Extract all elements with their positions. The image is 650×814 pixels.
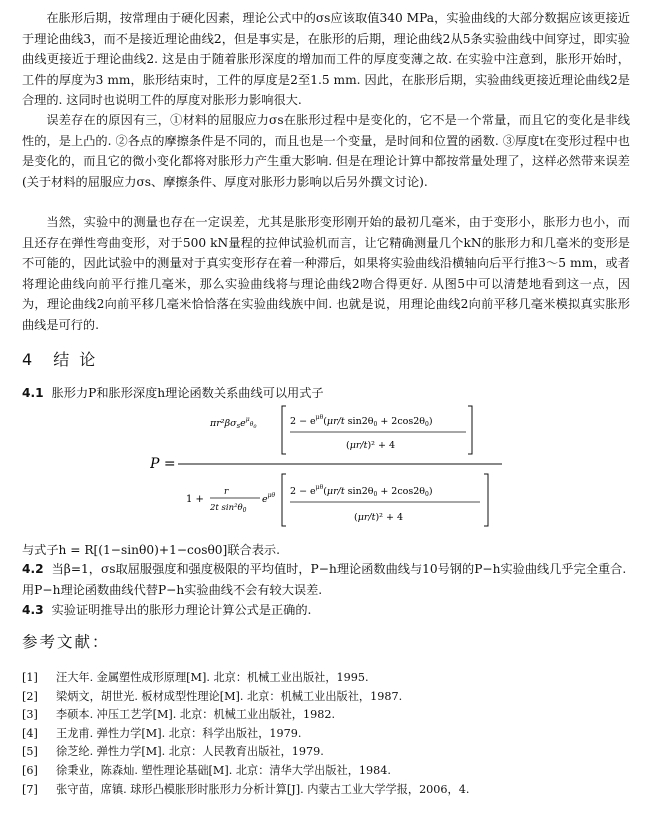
reference-item bbox=[22, 670, 630, 686]
reference-item bbox=[22, 707, 630, 723]
denominator-tsin: 2t $\sin^2\theta_0$ bbox=[210, 503, 247, 514]
reference-number: [1] bbox=[22, 671, 38, 684]
reference-text: 汪大年. 金属塑性成形原理[M]. 北京：机械工业出版社，1995. bbox=[56, 671, 369, 684]
reference-text: 张守苗，席镇. 球形凸模胀形时胀形力分析计算[J]. 内蒙古工业大学学报，2006，4. bbox=[56, 782, 470, 796]
reference-text: 梁炳文，胡世光. 板材成型性理论[M]. 北京：机械工业出版社，1987. bbox=[56, 689, 403, 703]
denominator-expression: $2 - e^{\mu\theta}(\mu r/t$ $\sin 2\theta_0 + 2\cos 2\theta_0$) bbox=[290, 484, 433, 498]
reference-number: [6] bbox=[22, 764, 38, 777]
denominator-one: 1 + bbox=[186, 494, 204, 505]
section-heading bbox=[22, 347, 105, 370]
denominator-r: r bbox=[224, 487, 229, 497]
formula-lhs: P = bbox=[150, 456, 176, 472]
reference-number: [5] bbox=[22, 745, 38, 759]
denominator-exp: $e^{\mu\theta}$ bbox=[262, 492, 276, 505]
formula-tail: 与式子h = R[(1−sinθ0)+1−cosθ0]联合表示. bbox=[22, 543, 280, 557]
reference-text: 李硕本. 冲压工艺学[M]. 北京：机械工业出版社，1982. bbox=[56, 708, 336, 722]
reference-item bbox=[22, 726, 630, 742]
reference-text: 王龙甫. 弹性力学[M]. 北京：科学出版社，1979. bbox=[56, 726, 302, 740]
section-number: 4 bbox=[22, 350, 34, 369]
conclusion-text: 胀形力P和胀形深度h理论函数关系曲线可以用式子 bbox=[51, 386, 324, 400]
numerator-denominator: (μr/t)² + 4 bbox=[346, 440, 396, 451]
body-paragraph-1: 在胀形后期，按常理由于硬化因素，理论公式中的σs应该取值340 MPa，实验曲线的大部分数据应该更接近于理论曲线3，而不是接近理论曲线2，但是事实是，在胀形的后期，理论曲线2从5条实验曲线中间穿过，即实验曲线更接近于理论曲线2. 这是由于随着胀形深度的增加而工件的厚度变薄之故. 在实验中注意到，胀形开始时，工件的厚度为3 mm，胀形结束时，工件的厚度是2至1.5 mm. 因此，在胀形后期，实验曲线更接近理论曲线2是合理的. 这同时也说明工件的厚度对胀形力影响很大. bbox=[22, 11, 630, 108]
reference-text: 徐芝纶. 弹性力学[M]. 北京：人民教育出版社，1979. bbox=[56, 745, 324, 759]
conclusion-text: 当β=1，σs取屈服强度和强度极限的平均值时，P−h理论函数曲线与10号钢的P−h实验曲线几乎完全重合. 用P−h理论函数曲线代替P−h实验曲线不会有较大误差. bbox=[22, 562, 627, 597]
section-title: 结论 bbox=[53, 350, 106, 369]
references-heading: 参考文献： bbox=[22, 633, 110, 651]
conclusion-number: 4.2 bbox=[22, 562, 44, 576]
conclusion-4-2 bbox=[22, 559, 630, 600]
reference-number: [7] bbox=[22, 782, 38, 796]
reference-item bbox=[22, 782, 630, 798]
conclusion-text: 实验证明推导出的胀形力理论计算公式是正确的. bbox=[51, 603, 312, 617]
denominator-denominator: (μr/t)² + 4 bbox=[354, 512, 404, 523]
reference-number: [2] bbox=[22, 689, 38, 703]
body-paragraph-3: 当然，实验中的测量也存在一定误差，尤其是胀形变形刚开始的最初几毫米，由于变形小，胀形力也小，而且还存在弹性弯曲变形，对于500 kN量程的拉伸试验机而言，让它精确测量几个kN的胀形力和几毫米的变形是不可能的，因此试验中的测量对于真实变形存在着一种滞后，如果将实验曲线沿横轴向后平行推3～5 mm，或者将理论曲线向前平行推几毫米，那么实验曲线将与理论曲线2吻合得更好. 从图5中可以清楚地看到这一点，因为，理论曲线2向前平移几毫米恰恰落在实验曲线族中间. 也就是说，用理论曲线2向前平移几毫米模拟真实胀形曲线是可行的. bbox=[22, 215, 630, 332]
numerator-expression: $2 - e^{\mu\theta}(\mu r/t$ $\sin 2\theta_0 + 2\cos 2\theta_0$) bbox=[290, 414, 433, 428]
conclusion-4-3 bbox=[22, 600, 630, 621]
conclusion-number: 4.3 bbox=[22, 603, 44, 617]
reference-number: [4] bbox=[22, 726, 38, 740]
reference-item bbox=[22, 744, 630, 760]
reference-number: [3] bbox=[22, 708, 38, 722]
numerator-coefficient: $\pi r^2\beta\sigma_se^\mu_{\theta 0}$ bbox=[210, 416, 257, 430]
conclusion-4-1 bbox=[22, 383, 630, 404]
reference-item bbox=[22, 689, 630, 705]
bulging-force-formula bbox=[150, 402, 510, 542]
body-paragraph-2: 误差存在的原因有三，①材料的屈服应力σs在胀形过程中是变化的，它不是一个常量，而且它的变化是非线性的，是上凸的. ②各点的摩擦条件是不同的，而且也是一个变量，是时间和位置的函数. ③厚度t在变形过程中也是变化的，而且它的微小变化都将对胀形力产生重大影响. 但是在理论计算中都按常量处理了，这样必然带来误差(关于材料的屈服应力σs、摩擦条件、厚度对胀形力影响以后另外撰文讨论). bbox=[22, 113, 630, 189]
conclusion-number: 4.1 bbox=[22, 386, 44, 400]
reference-item bbox=[22, 763, 630, 779]
reference-text: 徐秉业，陈森灿. 塑性理论基础[M]. 北京：清华大学出版社，1984. bbox=[56, 764, 391, 777]
